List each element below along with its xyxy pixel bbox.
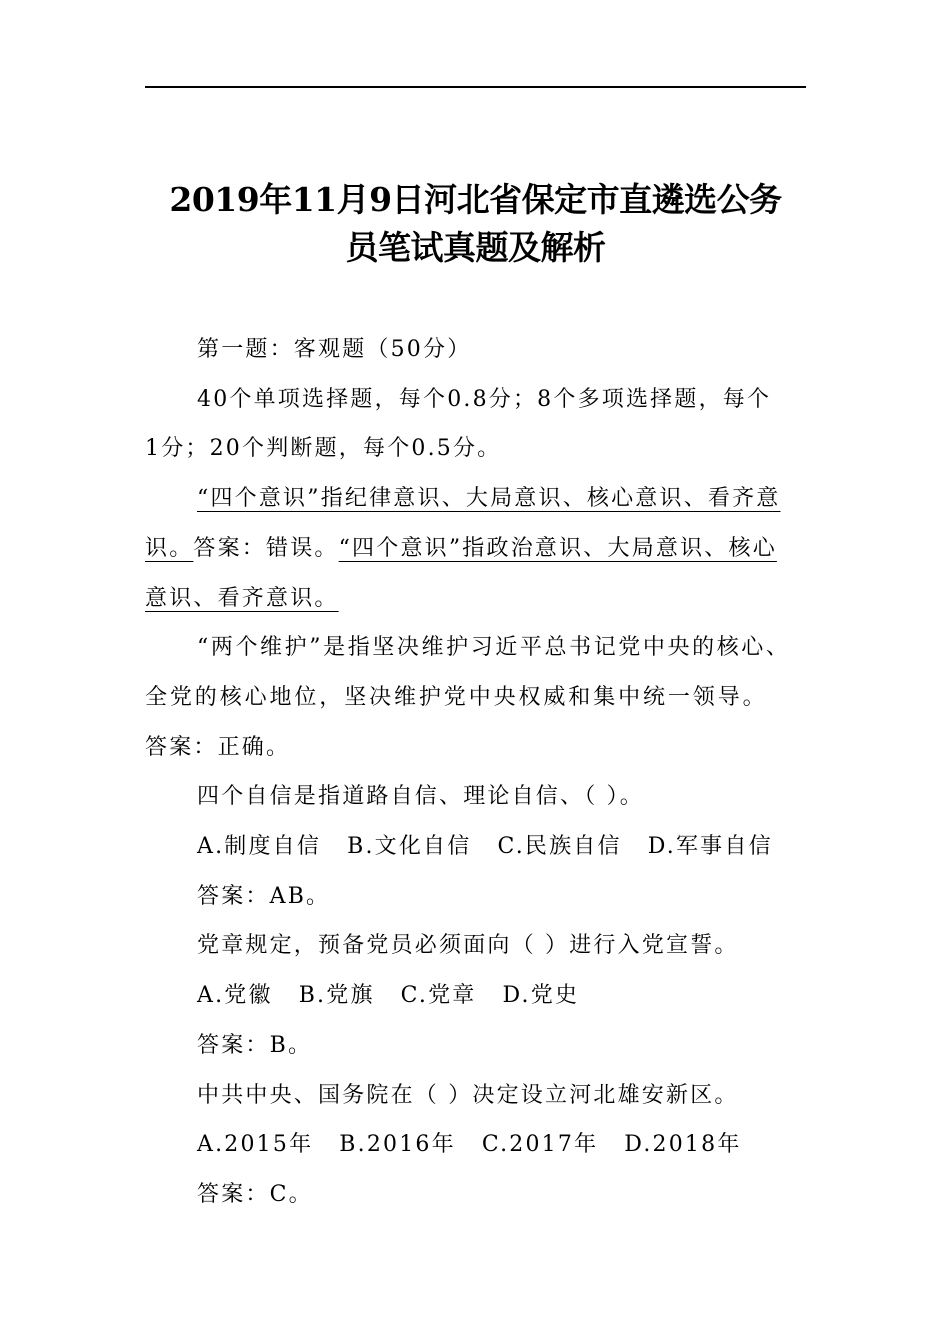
intro-line-1: 40个单项选择题，每个0.8分；8个多项选择题，每个 bbox=[197, 386, 772, 412]
q3-options bbox=[145, 822, 806, 872]
q3-answer: 答案：AB。 bbox=[197, 883, 331, 909]
q4-stem: 党章规定，预备党员必须面向（ ）进行入党宣誓。 bbox=[197, 933, 739, 959]
q1-explanation-part1: “四个意识”指政治意识、大局意识、核心 bbox=[338, 535, 777, 561]
q5-option-b: B.2016年 bbox=[339, 1132, 456, 1158]
title-line-1: 2019年11月9日河北省保定市直遴选公务 bbox=[169, 180, 782, 219]
q4-option-a: A.党徽 bbox=[197, 983, 273, 1009]
q3-option-a: A.制度自信 bbox=[197, 834, 322, 860]
q1-statement-part1: “四个意识”指纪律意识、大局意识、核心意识、看齐意 bbox=[197, 486, 781, 512]
q4-option-c: C.党章 bbox=[400, 983, 477, 1009]
q1-statement-part2: 识。 bbox=[145, 535, 194, 561]
q2-line-2: 全党的核心地位，坚决维护党中央权威和集中统一领导。 bbox=[145, 684, 768, 710]
q2-line-1: “两个维护”是指坚决维护习近平总书记党中央的核心、 bbox=[197, 635, 791, 661]
q5-options bbox=[145, 1120, 806, 1170]
q1-line-3 bbox=[145, 574, 806, 624]
q5-option-d: D.2018年 bbox=[624, 1132, 742, 1158]
q3-option-b: B.文化自信 bbox=[347, 834, 472, 860]
q1-explanation-part2: 意识、看齐意识。 bbox=[145, 585, 339, 611]
title-line-2: 员笔试真题及解析 bbox=[345, 228, 606, 267]
q3-option-d: D.军事自信 bbox=[647, 834, 773, 860]
q1-line-1 bbox=[145, 474, 806, 524]
q5-stem: 中共中央、国务院在（ ）决定设立河北雄安新区。 bbox=[197, 1082, 739, 1108]
header-rule bbox=[145, 86, 806, 88]
q4-options bbox=[145, 971, 806, 1021]
q5-option-c: C.2017年 bbox=[481, 1132, 599, 1158]
q3-stem: 四个自信是指道路自信、理论自信、（ ）。 bbox=[197, 784, 644, 810]
q1-line-2 bbox=[145, 524, 806, 574]
q5-answer: 答案：C。 bbox=[197, 1181, 313, 1207]
q4-option-b: B.党旗 bbox=[298, 983, 375, 1009]
q4-answer: 答案：B。 bbox=[197, 1032, 313, 1058]
document-body bbox=[145, 325, 806, 1220]
q1-answer: 答案：错误。 bbox=[193, 535, 339, 561]
q4-option-d: D.党史 bbox=[502, 983, 580, 1009]
q2-answer: 答案：正确。 bbox=[145, 734, 291, 760]
intro-line-2: 1分；20个判断题，每个0.5分。 bbox=[145, 436, 502, 462]
q3-option-c: C.民族自信 bbox=[497, 834, 622, 860]
document-title bbox=[145, 176, 806, 272]
section-heading: 第一题：客观题（50分） bbox=[197, 337, 472, 362]
q5-option-a: A.2015年 bbox=[197, 1132, 314, 1158]
